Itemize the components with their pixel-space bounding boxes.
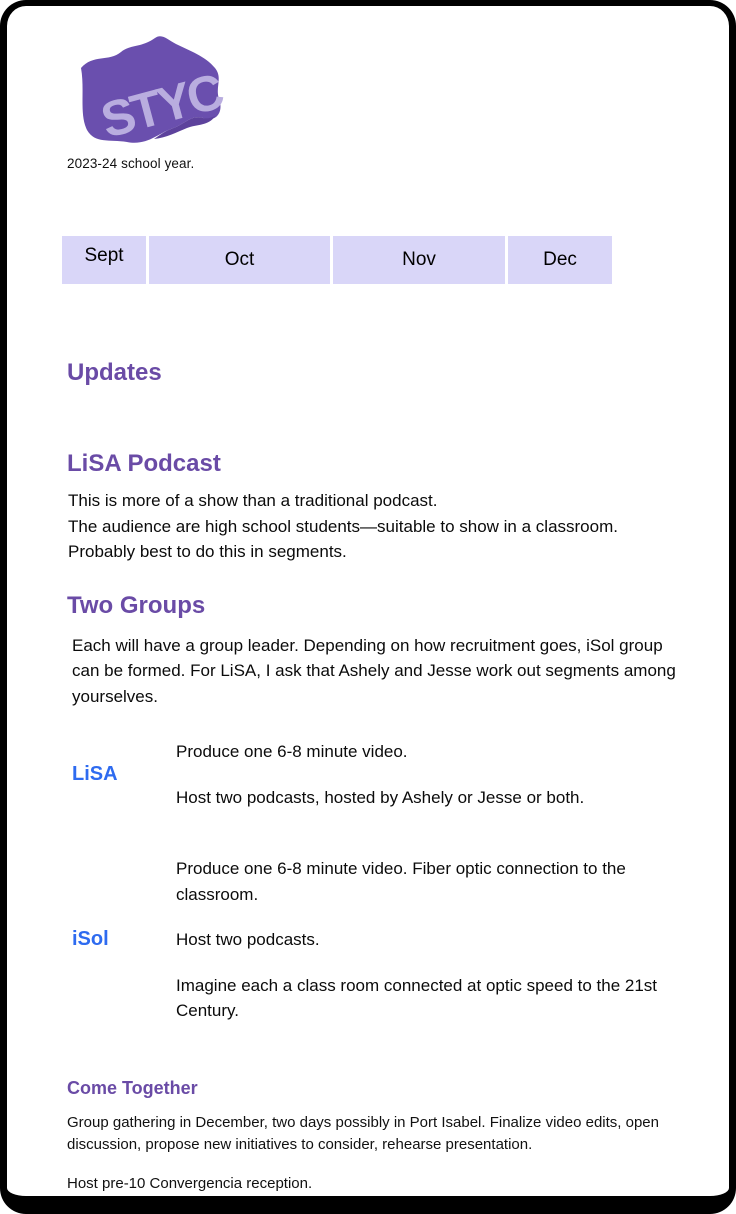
group-item: Produce one 6-8 minute video. Fiber optic connection to the classroom.: [176, 859, 626, 904]
tab-oct-label: Oct: [224, 249, 255, 270]
come-together-heading: Come Together: [67, 1077, 198, 1098]
tab-nov[interactable]: [333, 236, 505, 284]
two-groups-intro: Each will have a group leader. Depending on how recruitment goes, iSol group can be formed. For LiSA, I ask that Ashely and Jesse work out segments among yourselves.: [72, 635, 676, 706]
lisa-podcast-line: Probably best to do this in segments.: [68, 542, 347, 561]
two-groups-heading: Two Groups: [67, 591, 206, 619]
styc-logo-blob-icon: [69, 32, 231, 148]
styc-logo: [69, 32, 231, 148]
group-item: Host two podcasts.: [176, 930, 320, 949]
come-together-paragraph: Host pre-10 Convergencia reception.: [67, 1174, 313, 1192]
styc-logo-text: STYC: [95, 63, 227, 148]
lisa-podcast-line: The audience are high school students—suitable to show in a classroom.: [68, 516, 618, 536]
come-together-paragraph: Group gathering in December, two days possibly in Port Isabel. Finalize video edits, open discussion, propose new initiatives to consider, rehearse presentation.: [67, 1113, 659, 1153]
group-row-lisa: [72, 739, 729, 810]
group-item: Imagine each a class room connected at optic speed to the 21st Century.: [176, 975, 658, 1020]
group-item: Host two podcasts, hosted by Ashely or Jesse or both.: [176, 787, 585, 807]
group-label-lisa: LiSA: [72, 763, 118, 785]
group-label-isol: iSol: [72, 928, 109, 951]
month-tab-bar: [62, 236, 612, 284]
tab-dec-label: Dec: [543, 249, 577, 270]
tab-oct[interactable]: [149, 236, 330, 284]
lisa-podcast-heading: LiSA Podcast: [67, 450, 221, 477]
updates-heading: Updates: [67, 359, 162, 386]
lisa-podcast-line: This is more of a show than a traditional podcast.: [68, 491, 438, 510]
tab-sept-label: Sept: [84, 245, 124, 266]
group-item: Produce one 6-8 minute video.: [176, 742, 408, 761]
group-row-isol: [72, 856, 729, 1024]
tab-sept[interactable]: [62, 236, 146, 284]
group-items-lisa: [176, 739, 676, 810]
school-year-subtitle: 2023-24 school year.: [67, 156, 195, 171]
tab-dec[interactable]: [508, 236, 612, 284]
group-items-isol: [176, 856, 676, 1024]
document-body: [7, 32, 729, 1214]
tab-nov-label: Nov: [402, 249, 436, 270]
lisa-podcast-paragraph: [68, 488, 729, 565]
